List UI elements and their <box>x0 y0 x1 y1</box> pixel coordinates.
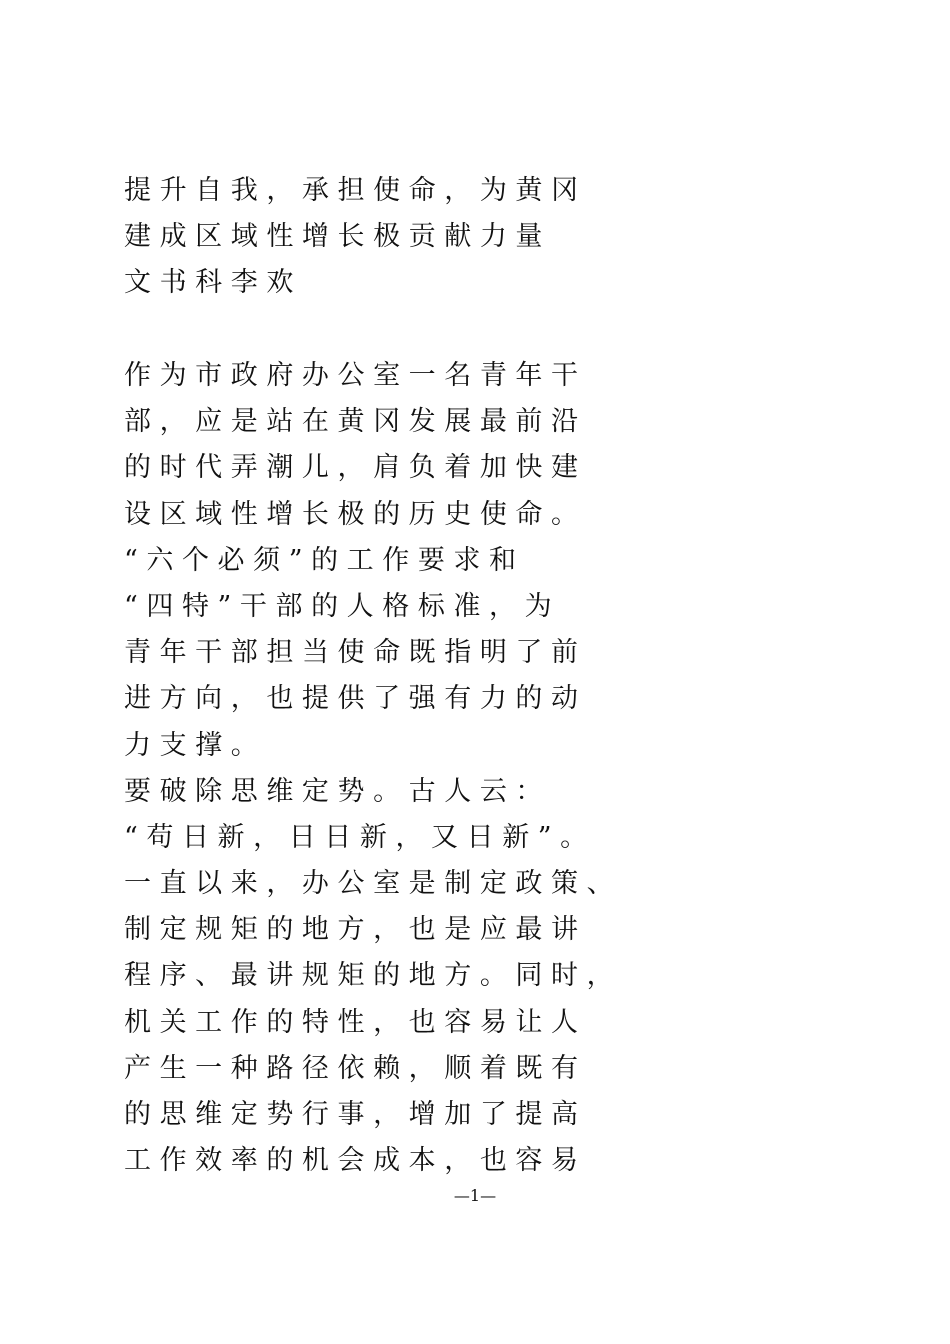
author-line: 文 书 科 李 欢 <box>124 267 294 298</box>
body-line: “ 四 特 ” 干 部 的 人 格 标 准 ， 为 <box>124 590 552 622</box>
title-line-2: 建 成 区 域 性 增 长 极 贡 献 力 量 <box>124 221 543 252</box>
body-line: 产 生 一 种 路 径 依 赖 ， 顺 着 既 有 <box>124 1052 578 1084</box>
body-line: 的 思 维 定 势 行 事 ， 增 加 了 提 高 <box>124 1099 578 1130</box>
body-line: 青 年 干 部 担 当 使 命 既 指 明 了 前 <box>124 637 578 669</box>
body-line: 机 关 工 作 的 特 性 ， 也 容 易 让 人 <box>124 1006 578 1038</box>
document-body <box>124 353 854 1184</box>
body-line: 进 方 向 ， 也 提 供 了 强 有 力 的 动 <box>124 683 578 715</box>
body-line: 一 直 以 来 ， 办 公 室 是 制 定 政 策 、 <box>124 868 614 900</box>
document-title <box>124 168 824 306</box>
title-line-1: 提 升 自 我 ， 承 担 使 命 ， 为 黄 冈 <box>124 175 578 206</box>
body-line: 部 ， 应 是 站 在 黄 冈 发 展 最 前 沿 <box>124 406 578 438</box>
body-line: 设 区 域 性 增 长 极 的 历 史 使 命 。 <box>124 498 578 530</box>
body-line: 力 支 撑 。 <box>124 729 258 761</box>
page-number: —1— <box>453 1186 497 1205</box>
body-line: “ 苟 日 新 ， 日 日 新 ， 又 日 新 ” 。 <box>124 821 588 853</box>
body-line: 程 序 、 最 讲 规 矩 的 地 方 。 同 时 ， <box>124 960 614 992</box>
body-line: 制 定 规 矩 的 地 方 ， 也 是 应 最 讲 <box>124 914 578 946</box>
body-line: “ 六 个 必 须 ” 的 工 作 要 求 和 <box>124 544 517 576</box>
body-line: 工 作 效 率 的 机 会 成 本 ， 也 容 易 <box>124 1145 578 1177</box>
body-line: 作 为 市 政 府 办 公 室 一 名 青 年 干 <box>124 360 578 391</box>
body-line: 要 破 除 思 维 定 势 。 古 人 云 ： <box>124 775 543 807</box>
body-line: 的 时 代 弄 潮 儿 ， 肩 负 着 加 快 建 <box>124 452 578 484</box>
